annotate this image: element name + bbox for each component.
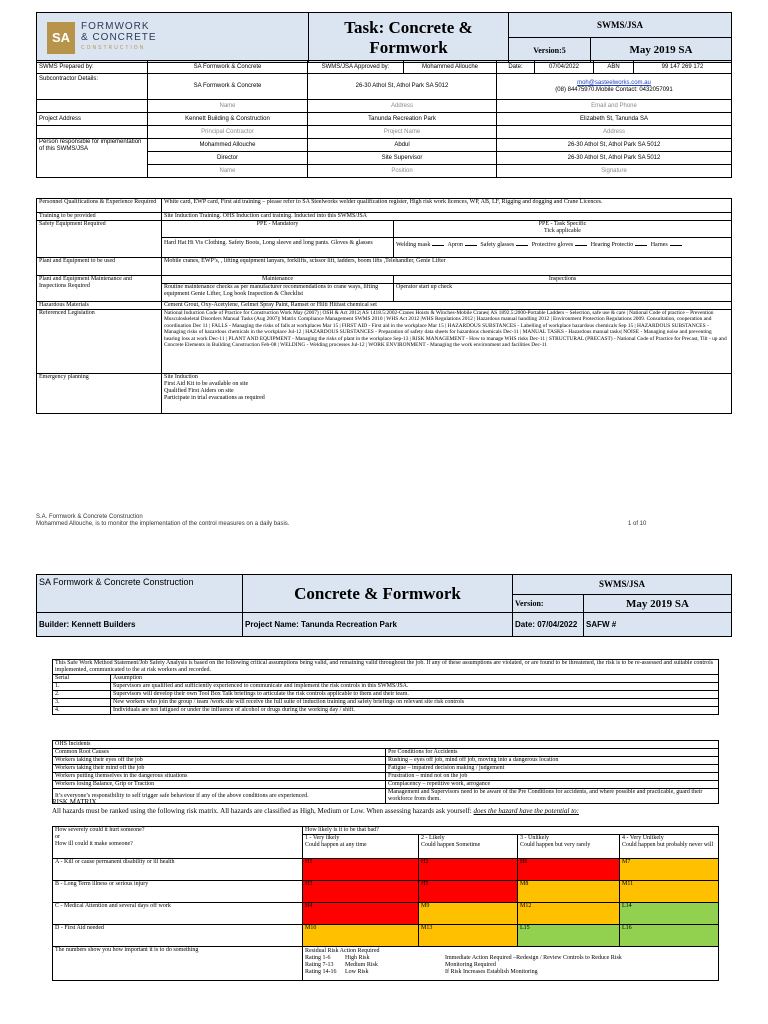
prepared-value: SA Formwork & Concrete — [148, 61, 308, 74]
rating-level: High Risk — [345, 955, 370, 961]
subcontractor-phone: (08) 84475970.Mobile Contact: 0432057091 — [555, 86, 673, 93]
subcontractor-address: 26-30 Athol St, Athol Park SA 5012 — [308, 74, 497, 100]
ppe-item: Harnes — [650, 242, 668, 248]
emergency-line: Qualified First Aiders on site — [164, 388, 234, 394]
tick-applicable: Tick applicable — [544, 228, 581, 234]
ppe-checklist — [394, 238, 731, 251]
rating-range: Rating 7-13 — [305, 962, 334, 968]
page-number: 1 of 10 — [628, 521, 647, 527]
risk-cell-low: L16 — [620, 925, 719, 947]
rating-level: Low Risk — [345, 969, 369, 975]
inspections-value: Operator start up check — [394, 284, 732, 302]
logo-mark: SA — [47, 22, 75, 54]
ppe-checkbox[interactable] — [670, 240, 682, 246]
caption-email: Email and Phone — [497, 100, 732, 113]
ppe-mandatory-head: PPE - Mandatory — [162, 221, 393, 238]
assumption-text: Individuals are not fatigued or under the influence of alcohol or drugs during the working day / shift. — [111, 707, 719, 715]
footer-company: S.A. Formwork & Concrete Construction — [36, 514, 143, 520]
logo-line3: CONSTRUCTION — [81, 45, 146, 51]
precondition: Management and Supervisors need to be aware of the Pre Conditions for accidents, and where possible and practicable, guard their workforce from them. — [386, 789, 719, 804]
subcontractor-email-link[interactable]: moh@sasteelworks.com.au — [577, 79, 651, 86]
severity-question: How severely could it hurt someone? — [55, 827, 145, 833]
company-name: SA Formwork & Concrete Construction — [37, 575, 243, 613]
legislation-label: Referenced Legislation — [37, 310, 162, 374]
risk-matrix-question: does the hazard have the potential to: — [473, 807, 579, 815]
responsible-name-1: Mohammed Allouche — [148, 139, 308, 152]
caption-project: Project Name — [308, 126, 497, 139]
project-address: Elizabeth St, Tanunda SA — [497, 113, 732, 126]
emergency-label: Emergency planning — [37, 374, 162, 414]
likelihood-desc: Could happen Sometime — [421, 842, 481, 848]
root-cause: It’s everyone’s responsibility to self trigger safe behaviour if any of the above conditions are experienced. — [53, 789, 386, 804]
subcontractor-label: Subcontractor Details: — [37, 74, 148, 100]
plant-value: Mobile cranes, EWP’s, , lifting equipment lanyars, forklifts, scissor lift, ladders, boom lifts ,Telehandler, Genie Lifter — [162, 258, 732, 276]
caption-signature: Signature — [497, 165, 732, 178]
risk-cell-high: H6 — [518, 859, 620, 881]
risk-cell-medium: M8 — [518, 881, 620, 903]
rating-action: If Risk Increases Establish Monitoring — [445, 969, 538, 975]
likelihood-desc: Could happen but very rarely — [520, 842, 591, 848]
plant-label: Plant and Equipment to be used — [37, 258, 162, 276]
severity-row-label: B - Long Term illness or serious injury — [53, 881, 303, 903]
training-value: Site Induction Training. OHS Induction card training. Inducted into this SWMS/JSA — [162, 213, 732, 221]
risk-matrix-table — [52, 826, 719, 981]
info-table — [36, 60, 732, 178]
likelihood-head: 1 - Very likely — [305, 835, 340, 841]
precondition: Complacency – repetitive work, arrogance — [386, 781, 719, 789]
emergency-line: First Aid Kit to be available on site — [164, 381, 249, 387]
prepared-label: SWMS Prepared by: — [37, 61, 148, 74]
likelihood-question: How likely is it to be that bad? — [303, 827, 719, 835]
details-table — [36, 198, 732, 414]
responsible-address-1: 26-30 Athol St, Athol Park SA 5012 — [497, 139, 732, 152]
date-label: Date: — [497, 61, 535, 74]
ppe-checkbox[interactable] — [432, 240, 444, 246]
risk-cell-high: H5 — [419, 881, 518, 903]
severity-row-label: D - First Aid needed — [53, 925, 303, 947]
risk-cell-medium: M11 — [620, 881, 719, 903]
severity-row-label: A - Kill or cause permanent disability or ill health — [53, 859, 303, 881]
project-address-label: Project Address — [37, 113, 148, 126]
maintenance-label: Plant and Equipment Maintenance and Inspections Required — [37, 276, 162, 302]
responsible-address-2: 26-30 Athol St, Athol Park SA 5012 — [497, 152, 732, 165]
risk-matrix-title: RISK MATRIX — [52, 798, 97, 806]
risk-cell-high: H4 — [303, 903, 419, 925]
hazardous-value: Cement Grout, Oxy-Acetylene, Gelmet Spray Paint, Ramset or Hilti Hitfast chemical set — [162, 302, 732, 310]
risk-matrix-intro: All hazards must be ranked using the following risk matrix. All hazards are classified as High, Medium or Low. When assessing hazards ask yourself: — [52, 807, 472, 815]
likelihood-head: 2 - Likely — [421, 835, 445, 841]
root-cause: Workers losing Balance, Grip or Traction — [53, 781, 386, 789]
abn-value: 99 147 269 172 — [634, 61, 732, 74]
ppe-mandatory-list: Hard Hat Hi Vis Clothing. Safety Boots, Long sleeve and long pants. Gloves & glasses — [164, 240, 373, 246]
risk-cell-low: L14 — [620, 903, 719, 925]
page1-header — [36, 12, 732, 63]
page2-version-label: Version: — [513, 595, 584, 613]
rating-range: Rating 14-16 — [305, 969, 337, 975]
page2-date: Date: 07/04/2022 — [513, 613, 584, 637]
serial-head: Serial — [53, 675, 111, 683]
rating-range: Rating 1-6 — [305, 955, 331, 961]
risk-cell-medium: M10 — [303, 925, 419, 947]
risk-matrix-section — [52, 798, 579, 815]
ppe-checkbox[interactable] — [465, 240, 477, 246]
rating-level: Medium Risk — [345, 962, 378, 968]
responsible-name-2: Director — [148, 152, 308, 165]
ppe-checkbox[interactable] — [516, 240, 528, 246]
abn-label: ABN — [594, 61, 634, 74]
logo-line2: & CONCRETE — [81, 32, 157, 43]
ppe-checkbox[interactable] — [575, 240, 587, 246]
footer-monitor: Mohammed Allouche, is to monitor the implementation of the control measures on a daily basis. — [36, 521, 290, 527]
ppe-item: Safety glasses — [480, 242, 515, 248]
numbers-note: The numbers show you how important it is to do something — [53, 947, 303, 981]
likelihood-desc: Could happen at any time — [305, 842, 367, 848]
rating-action: Monitoring Required — [445, 962, 496, 968]
risk-cell-low: L15 — [518, 925, 620, 947]
responsible-role-1: Abdul — [308, 139, 497, 152]
precondition: Frustration – mind not on the job — [386, 773, 719, 781]
caption-address: Address — [308, 100, 497, 113]
preconditions-head: Pre Conditions for Accidents — [386, 749, 719, 757]
ohs-incidents-table — [52, 740, 719, 804]
emergency-line: Site Induction — [164, 374, 198, 380]
assumption-serial: 3. — [53, 699, 111, 707]
logo-line1: FORMWORK — [81, 21, 150, 32]
company-logo — [37, 13, 309, 63]
principal-contractor: Kennett Building & Construction — [148, 113, 308, 126]
date-value: 07/04/2022 — [535, 61, 594, 74]
severity-or: or — [55, 834, 60, 840]
safw-number: SAFW # — [584, 613, 732, 637]
project-name-2: Project Name: Tanunda Recreation Park — [243, 613, 513, 637]
ppe-item: Hearing Protectio — [590, 242, 634, 248]
legislation-value: National Induction Code of Practice for Construction Work May (2007) | OSH & Act 2012| AS 1418.5:2002-Cranes Hoists & Winches-Mobile Cranes| AS 1892.5:2000-Portable Ladders – Selection, safe use & care | National Code of practice – Prevention Musculoskeletal Disorders Manual Tasks (Aug 2007)| Matrix Compliance Management SWMS 2010 | WHS Act 2012 |WHS Regulations 2012 | Hazardous manual handling 2012 | Environment Protection Regulations 2009. Consultation, cooperation and coordination Dec 11 | FALLS - Managing the risks of falls at workplaces Mar 15 | FIRST AID - First aid in the workplace Mar 15 | HAZARDOUS SUBSTANCES - Labelling of workplace hazardous chemicals Sep 15 | HAZARDOUS SUBSTANCES - Managing risks of hazardous chemicals in the workplace Jul-12 | HAZARDOUS SUBSTANCES - Preparation of safety data sheets for hazardous chemicals Dec-11 | MANUAL TASKS - Hazardous manual tasks| NOISE - Managing noise and preventing hearing loss at work Dec-11 | PLANT AND EQUIPMENT - Managing the risks of plant in the workplace Sep-13 | RISK MANAGEMENT - How to manage WHS risks Dec-11 | STRUCTURAL (PRECAST) - National Code of Practice for Precast, Tilt - up and Concrete Elements in Building Construction Feb-08 | WELDING - Welding processes Jul-12 | WORK ENVIRONMENT - Managing the work environment and facilities Dec-11 — [162, 310, 732, 374]
maintenance-head: Maintenance — [162, 276, 394, 284]
precondition: Fatigue – impaired decision making / judgement — [386, 765, 719, 773]
risk-cell-medium: M12 — [518, 903, 620, 925]
subcontractor-name: SA Formwork & Concrete — [148, 74, 308, 100]
assumption-text: New workers who join the group / team /work site will receive the full suite of induction training and safety briefings on relevant site risk controls — [111, 699, 719, 707]
root-cause: Workers taking their mind off the job — [53, 765, 386, 773]
qualifications-label: Personnel Qualifications & Experience Required — [37, 199, 162, 213]
caption-name2: Name — [148, 165, 308, 178]
assumption-serial: 2. — [53, 691, 111, 699]
version: Version:5 — [509, 38, 591, 63]
caption-principal: Principal Contractor — [148, 126, 308, 139]
task-title: Task: Concrete & Formwork — [309, 13, 509, 63]
risk-cell-medium: M7 — [620, 859, 719, 881]
precondition: Rushing – eyes off job, mind off job, moving into a dangerous location — [386, 757, 719, 765]
likelihood-desc: Could happen but probably never will — [622, 842, 714, 848]
caption-address2: Address — [497, 126, 732, 139]
safety-equipment-label: Safety Equipment Required — [37, 221, 162, 258]
illness-question: How ill could it make someone? — [55, 841, 133, 847]
risk-cell-high: H1 — [303, 859, 419, 881]
assumption-serial: 4. — [53, 707, 111, 715]
risk-cell-medium: M13 — [419, 925, 518, 947]
action-head: Residual Risk Action Required — [305, 948, 380, 954]
emergency-line: Participate in trial evacuations as required — [164, 395, 265, 401]
root-causes-head: Common Root Causes — [53, 749, 386, 757]
ppe-checkbox[interactable] — [635, 240, 647, 246]
risk-cell-high: H2 — [419, 859, 518, 881]
risk-cell-medium: M9 — [419, 903, 518, 925]
page2-header — [36, 574, 732, 637]
page2-title: Concrete & Formwork — [243, 575, 513, 613]
assumptions-intro: This Safe Work Method Statement/Job Safety Analysis is based on the following critical assumptions being valid, and remaining valid throughout the job. If any of these assumptions are violated, or are found to be threatened, the risk is to be re-assessed and suitable controls implemented, communicated to the at risk workers and recorded. — [53, 660, 719, 675]
hazardous-label: Hazardous Materials — [37, 302, 162, 310]
builder: Builder: Kennett Builders — [37, 613, 243, 637]
responsible-role-2: Site Supervisor — [308, 152, 497, 165]
project-name: Tanunda Recreation Park — [308, 113, 497, 126]
assumptions-table — [52, 659, 719, 715]
ppe-item: Protective gloves — [531, 242, 574, 248]
ppe-item: Welding mask — [396, 242, 431, 248]
rating-action: Immediate Action Required –Redesign / Review Controls to Reduce Risk — [445, 955, 622, 961]
caption-name: Name — [148, 100, 308, 113]
root-cause: Workers putting themselves in the dangerous situations — [53, 773, 386, 781]
assumption-head: Assumption — [111, 675, 719, 683]
ppe-specific-head: PPE - Task Specific — [538, 221, 587, 227]
doc-type: SWMS/JSA — [509, 13, 732, 38]
responsible-label: Person responsible for implementation of this SWMS/JSA — [37, 139, 148, 178]
severity-row-label: C - Medical Attention and several days off work — [53, 903, 303, 925]
root-cause: Workers taking their eyes off the job — [53, 757, 386, 765]
likelihood-head: 3 - Unlikely — [520, 835, 549, 841]
likelihood-head: 4 - Very Unlikely — [622, 835, 664, 841]
caption-position: Position — [308, 165, 497, 178]
qualifications-value: White card, EWP card, First aid training – please refer to SA Steelworks welder qualification register, High risk work licences, WP, AB, LF, Rigging and dogging and Crane Licences. — [162, 199, 732, 213]
training-label: Training to be provided — [37, 213, 162, 221]
assumption-serial: 1. — [53, 683, 111, 691]
maintenance-value: Routine maintenance checks as per manufacturer recommendations to crane ways, lifting equipment Genie Lifter, Log book Inspection & Checklist — [162, 284, 394, 302]
inspections-head: Inspections — [394, 276, 732, 284]
approved-label: SWMS/JSA Approved by: — [308, 61, 404, 74]
ohs-title: OHS Incidents — [53, 741, 719, 749]
page2-doc-type: SWMS/JSA — [513, 575, 732, 595]
assumption-text: Supervisors will develop their own Tool Box Talk briefings to articulate the risk controls applicable to them and their team. — [111, 691, 719, 699]
version-date: May 2019 SA — [591, 38, 732, 63]
page2-version-value: May 2019 SA — [584, 595, 732, 613]
ppe-item: Apron — [447, 242, 463, 248]
assumption-text: Supervisors are qualified and sufficiently experienced to communicate and implement the risk controls in this SWMS/JSA. — [111, 683, 719, 691]
approved-value: Mohammed Allouche — [404, 61, 497, 74]
risk-cell-high: H3 — [303, 881, 419, 903]
